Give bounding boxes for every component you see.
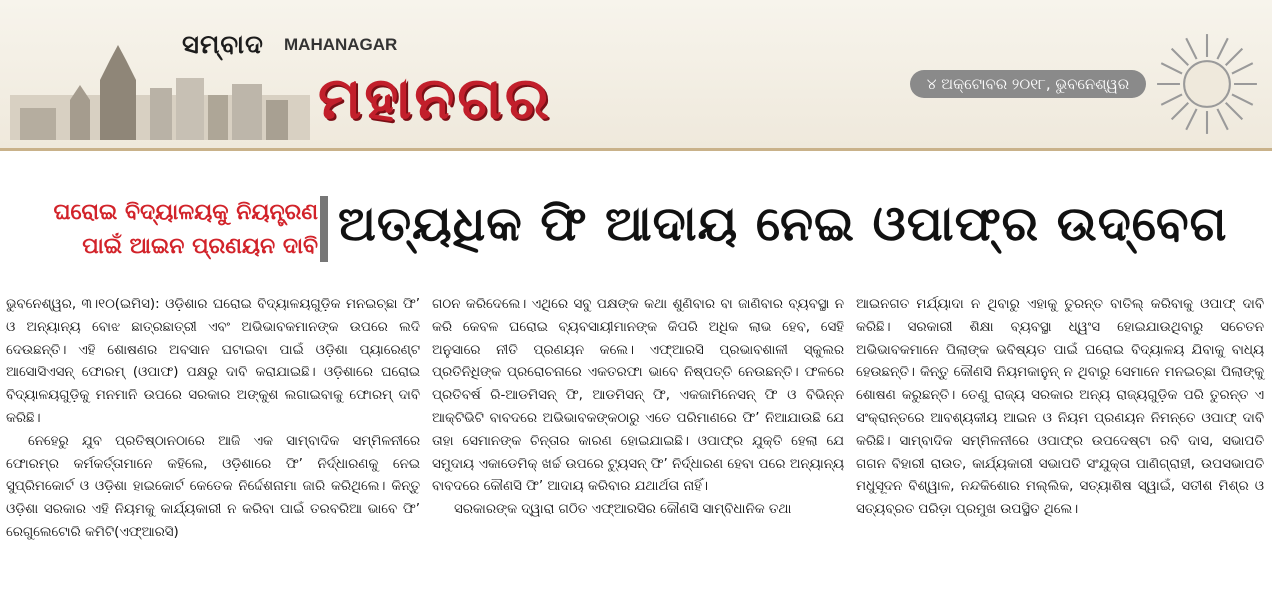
kicker: [8, 196, 318, 264]
paragraph: ଗଠନ କରିଦେଲେ। ଏଥିରେ ସବୁ ପକ୍ଷଙ୍କ କଥା ଶୁଣିବାର ବା ଜାଣିବାର ବ୍ୟବସ୍ଥା ନ କରି କେବଳ ଘରୋଇ ବ୍ୟବସାୟୀମାନଙ୍କ କିପରି ଅଧିକ ଲାଭ ହେବ, ସେହି ଅନୁସାରେ ନୀତି ପ୍ରଣୟନ କଲେ। ଏଫ୍‌ଆରସି ପ୍ରଭାବଶାଳୀ ସ୍କୁଲର ପ୍ରତିନିଧିଙ୍କ ପ୍ରରୋଚନାରେ ଏକତରଫା ଭାବେ ନିଷ୍ପତ୍ତି ନେଉଛନ୍ତି। ଫଳରେ ପ୍ରତିବର୍ଷ ରି-ଆଡମିସନ୍ ଫି, ଆଡମିସନ୍ ଫି, ଏକଜାମିନେସନ୍ ଫି ଓ ବିଭିନ୍ନ ଆକ୍ଟିଭିଟି ବାବଦରେ ଅଭିଭାବକଙ୍କଠାରୁ ଏତେ ପରିମାଣରେ ଫି’ ନିଆଯାଉଛି ଯେ ତାହା ସେମାନଙ୍କ ଚିନ୍ତାର କାରଣ ହୋଇଯାଇଛି। ଓପାଫ୍‌ର ଯୁକ୍ତି ହେଲା ଯେ ସମୁଦାୟ ଏକାଡେମିକ୍ ଖର୍ଚ୍ଚ ଉପରେ ଟ୍ୟୁସନ୍ ଫି’ ନିର୍ଦ୍ଧାରଣ ହେବା ପରେ ଅନ୍ୟାନ୍ୟ ବାବଦରେ କୌଣସି ଫି’ ଆଦାୟ କରିବାର ଯଥାର୍ଥତା ନାହିଁ।: [432, 297, 844, 495]
kicker-line: ପାଇଁ ଆଇନ ପ୍ରଣୟନ ଦାବି: [82, 234, 318, 259]
article-column-1: [6, 294, 420, 545]
article-column-3: [856, 294, 1264, 522]
section-title: ମହାନଗର: [318, 64, 552, 132]
kicker-line: ଘରୋଇ ବିଦ୍ୟାଳୟକୁ ନିୟନ୍ତ୍ରଣ: [53, 200, 318, 225]
kicker-divider: [320, 196, 328, 262]
paragraph: ଆଇନଗତ ମର୍ଯ୍ୟାଦା ନ ଥିବାରୁ ଏହାକୁ ତୁରନ୍ତ ବାତିଲ୍ କରିବାକୁ ଓପାଫ୍ ଦାବି କରିଛି। ସରକାରୀ ଶିକ୍ଷା ବ୍ୟବସ୍ଥା ଧ୍ୱଂସ ହୋଇଯାଉଥିବାରୁ ସଚେତନ ଅଭିଭାବକମାନେ ପିଲାଙ୍କ ଭବିଷ୍ୟତ ପାଇଁ ଘରୋଇ ବିଦ୍ୟାଳୟ ଯିବାକୁ ବାଧ୍ୟ ହେଉଛନ୍ତି। କିନ୍ତୁ କୌଣସି ନିୟମକାନୁନ୍ ନ ଥିବାରୁ ସେମାନେ ମନଇଚ୍ଛା ପିଲାଙ୍କୁ ଶୋଷଣ କରୁଛନ୍ତି। ତେଣୁ ରାଜ୍ୟ ସରକାର ଅନ୍ୟ ରାଜ୍ୟଗୁଡ଼ିକ ପରି ତୁରନ୍ତ ଏ ସଂକ୍ରାନ୍ତରେ ଆବଶ୍ୟକୀୟ ଆଇନ ଓ ନିୟମ ପ୍ରଣୟନ ନିମନ୍ତେ ଓପାଫ୍ ଦାବି କରିଛି। ସାମ୍ବାଦିକ ସମ୍ମିଳନୀରେ ଓପାଫ୍‌ର ଉପଦେଷ୍ଟା ରବି ଦାସ, ସଭାପତି ଗଗନ ବିହାରୀ ରାଉତ, କାର୍ଯ୍ୟକାରୀ ସଭାପତି ସଂଯୁକ୍ତା ପାଣିଗ୍ରାହୀ, ଉପସଭାପତି ମଧୁସୂଦନ ବିଶ୍ୱାଳ, ନନ୍ଦକିଶୋର ମଲ୍ଲିକ, ସତ୍ୟାଶିଷ ସ୍ୱାଇଁ, ସତୀଶ ମିଶ୍ର ଓ ସତ୍ୟବ୍ରତ ପରିଡ଼ା ପ୍ରମୁଖ ଉପସ୍ଥିତ ଥିଲେ।: [856, 297, 1264, 518]
temple-skyline-illustration: [10, 40, 310, 140]
dateline: ୪ ଅକ୍ଟୋବର ୨୦୧୮, ଭୁବନେଶ୍ୱର: [910, 70, 1146, 98]
paragraph: ସରକାରଙ୍କ ଦ୍ୱାରା ଗଠିତ ଏଫ୍‌ଆରସିର କୌଣସି ସାମ୍ବିଧାନିକ ତଥା: [454, 502, 792, 518]
edition-label: MAHANAGAR: [284, 35, 398, 54]
paragraph: ଭୁବନେଶ୍ୱର, ୩।୧୦(ଇମିସ): ଓଡ଼ିଶାର ଘରୋଇ ବିଦ୍ୟାଳୟଗୁଡ଼ିକ ମନଇଚ୍ଛା ଫି’ ଓ ଅନ୍ୟାନ୍ୟ ବୋଝ ଛାତ୍ରଛାତ୍ରୀ ଏବଂ ଅଭିଭାବକମାନଙ୍କ ଉପରେ ଲଦି ଦେଉଛନ୍ତି। ଏହି ଶୋଷଣର ଅବସାନ ଘଟାଇବା ପାଇଁ ଓଡ଼ିଶା ପ୍ୟାରେଣ୍ଟ ଆସୋସିଏସନ୍ ଫୋରମ୍ (ଓପାଫ) ପକ୍ଷରୁ ଦାବି କରାଯାଇଛି। ଓଡ଼ିଶାରେ ଘରୋଇ ବିଦ୍ୟାଳୟଗୁଡ଼ିକୁ ମନମାନି ଉପରେ ସରକାର ଅଙ୍କୁଶ ଲଗାଇବାକୁ ଫୋରମ୍ ଦାବି କରିଛି।: [6, 297, 420, 426]
headline: ଅତ୍ୟଧିକ ଫି ଆଦାୟ ନେଇ ଓପାଫ୍‌ର ଉଦ୍‌ବେଗ: [338, 196, 1228, 252]
sun-emblem-icon: [1155, 32, 1259, 136]
brand-logo: ସମ୍ବାଦ: [182, 30, 264, 60]
paragraph: ନେହେରୁ ଯୁବ ପ୍ରତିଷ୍ଠାନଠାରେ ଆଜି ଏକ ସାମ୍ବାଦିକ ସମ୍ମିଳନୀରେ ଫୋରମ୍‌ର କର୍ମକର୍ତ୍ତାମାନେ କହିଲେ, ଓଡ଼ିଶାରେ ଫି’ ନିର୍ଦ୍ଧାରଣକୁ ନେଇ ସୁପ୍ରିମକୋର୍ଟ ଓ ଓଡ଼ିଶା ହାଇକୋର୍ଟ କେତେକ ନିର୍ଦ୍ଦେଶନାମା ଜାରି କରିଥିଲେ। କିନ୍ତୁ ଓଡ଼ିଶା ସରକାର ଏହି ନିୟମକୁ କାର୍ଯ୍ୟକାରୀ ନ କରିବା ପାଇଁ ତରବରିଆ ଭାବେ ଫି’ ରେଗୁଲେଟୋରି କମିଟି(ଏଫ୍‌ଆରସି): [6, 433, 420, 540]
masthead: [0, 0, 1272, 151]
article-column-2: [432, 294, 844, 522]
